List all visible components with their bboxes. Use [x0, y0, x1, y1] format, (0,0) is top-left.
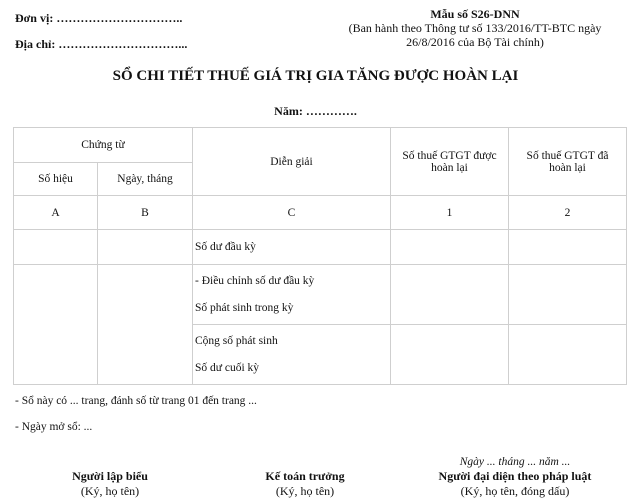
cell — [391, 265, 509, 325]
role: Người lập biểu — [72, 469, 148, 483]
row-so-du-dau-ky: Số dư đầu kỳ — [193, 230, 391, 265]
row-group-phat-sinh — [193, 265, 391, 325]
header-col2: Số thuế GTGT đã hoàn lại — [509, 128, 627, 196]
cell — [14, 230, 98, 265]
cell — [391, 325, 509, 385]
signature-preparer — [30, 469, 190, 499]
cell — [391, 230, 509, 265]
header-so-hieu: Số hiệu — [14, 163, 98, 196]
cell — [509, 265, 627, 325]
cell — [509, 325, 627, 385]
header-chung-tu: Chứng từ — [14, 128, 193, 163]
don-vi: Đơn vị: ………………………….. — [15, 11, 183, 25]
row-group-cuoi-ky — [193, 325, 391, 385]
code-a: A — [14, 196, 98, 230]
code-b: B — [98, 196, 193, 230]
cell — [98, 265, 193, 385]
ban-hanh-line1: (Ban hành theo Thông tư số 133/2016/TT-BTC ngày — [348, 21, 602, 35]
page-title: SỔ CHI TIẾT THUẾ GIÁ TRỊ GIA TĂNG ĐƯỢC HOÀN LẠI — [112, 68, 519, 84]
code-2: 2 — [509, 196, 627, 230]
row-cong-phat-sinh: Cộng số phát sinh — [195, 334, 278, 347]
role: Người đại diện theo pháp luật — [438, 469, 592, 483]
header-ngay-thang: Ngày, tháng — [98, 163, 193, 196]
cell — [14, 265, 98, 385]
mau-so: Mẫu số S26-DNN — [430, 7, 520, 21]
ledger-table — [13, 127, 627, 385]
code-1: 1 — [391, 196, 509, 230]
role-note: (Ký, họ tên) — [275, 484, 335, 498]
cell — [509, 230, 627, 265]
row-dieu-chinh: - Điều chỉnh số dư đầu kỳ — [195, 274, 315, 287]
ban-hanh-line2: 26/8/2016 của Bộ Tài chính) — [406, 35, 544, 49]
note-pages: - Sổ này có ... trang, đánh số từ trang 01 đến trang ... — [15, 395, 257, 407]
year-field: Năm: …………. — [274, 104, 357, 118]
role-note: (Ký, họ tên, đóng dấu) — [460, 484, 570, 498]
role: Kế toán trưởng — [265, 469, 345, 483]
row-so-du-cuoi-ky: Số dư cuối kỳ — [195, 361, 260, 374]
code-c: C — [193, 196, 391, 230]
signature-chief-accountant — [225, 469, 385, 499]
note-open-date: - Ngày mở sổ: ... — [15, 421, 93, 433]
row-phat-sinh-trong-ky: Số phát sinh trong kỳ — [195, 301, 294, 314]
dia-chi: Địa chỉ: …………………………... — [15, 37, 188, 51]
signature-date: Ngày ... tháng ... năm ... — [459, 456, 571, 468]
header-col1: Số thuế GTGT được hoàn lại — [391, 128, 509, 196]
header-dien-giai: Diễn giải — [193, 128, 391, 196]
role-note: (Ký, họ tên) — [80, 484, 140, 498]
cell — [98, 230, 193, 265]
signature-legal-rep — [400, 469, 630, 499]
